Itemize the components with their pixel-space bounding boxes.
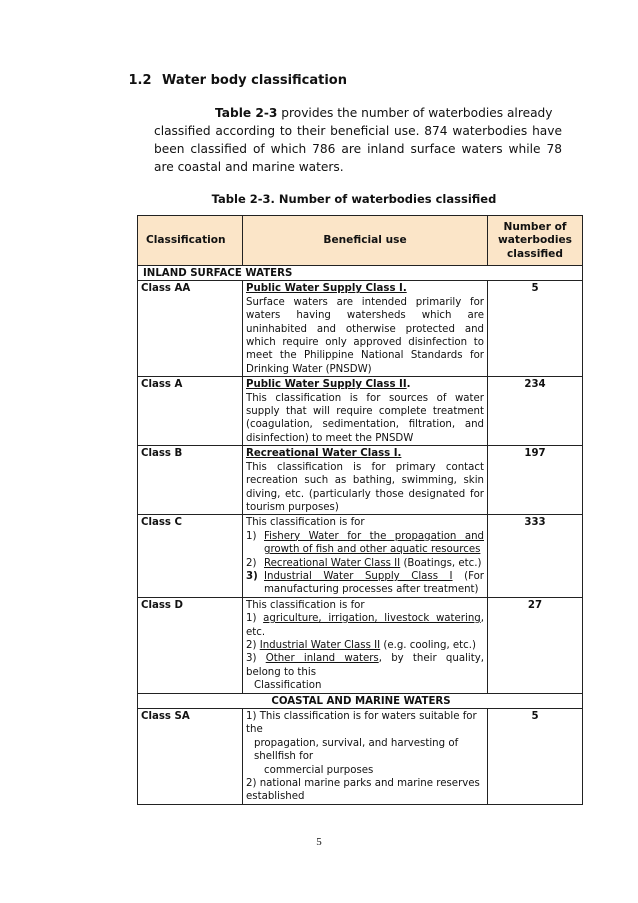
row-beneficial-use [243,597,488,693]
row-beneficial-use [243,281,488,377]
section-heading [118,73,347,88]
page-number: 5 [316,836,322,848]
table-row [138,377,583,446]
row-classification: Class SA [138,709,243,805]
use-title: Recreational Water Class I. [246,448,402,460]
use-lead: This classification is for [246,599,365,611]
waterbody-classification-table [137,215,583,805]
section-row-inland: INLAND SURFACE WATERS [138,266,583,281]
use-description: This classification is for sources of water supply that will require complete treatment (coagulation, sedimentation, filtration, and disinfection) to meet the PNSDW [246,392,484,444]
use-description: This classification is for primary contact recreation such as bathing, swimming, skin diving, etc. (particularly those designated for tourism purposes) [246,461,484,513]
row-beneficial-use [243,709,488,805]
table-row [138,515,583,597]
section-row-coastal: COASTAL AND MARINE WATERS [138,693,583,708]
list-item-tail: Classification [254,680,322,692]
table-reference: Table 2-3 [215,106,278,120]
table-row [138,709,583,805]
use-line: 2) national marine parks and marine reserves established [246,778,480,803]
list-item: 3) Other inland waters, by their quality, belong to this [246,653,484,678]
table-row [138,281,583,377]
row-classification: Class B [138,446,243,515]
intro-text-rest: classified according to their beneficial use. 874 waterbodies have been classified of which 786 are inland surface waters while 78 are coastal and marine waters. [154,124,562,174]
list-item: 1) agriculture, irrigation, livestock watering, etc. [246,613,484,638]
table-row [138,446,583,515]
header-classification: Classification [138,216,243,266]
section-title: Water body classification [162,73,347,88]
row-classification: Class D [138,597,243,693]
row-classification: Class A [138,377,243,446]
table-caption: Table 2-3. Number of waterbodies classified [211,192,497,206]
table-header-row [138,216,583,266]
row-beneficial-use [243,446,488,515]
use-description: Surface waters are intended primarily for waters having watersheds which are uninhabited and otherwise protected and which require only approved disinfection to meet the Philippine National Standards for Drinking Water (PNSDW) [246,296,484,375]
use-title: Public Water Supply Class II [246,379,407,391]
header-beneficial-use: Beneficial use [243,216,488,266]
use-line: commercial purposes [264,764,374,776]
list-item: 2) Recreational Water Class II (Boatings, etc.) [246,557,482,569]
use-lead: This classification is for [246,517,365,529]
row-beneficial-use: Public Water Supply Class II. This classification is for sources of water supply that will require complete treatment (coagulation, sedimentation, filtration, and disinfection) to meet the PNSDW [243,377,488,446]
header-number: Number of waterbodies classified [488,216,583,266]
row-classification: Class C [138,515,243,597]
intro-text-line1: provides the number of waterbodies already [277,106,553,120]
section-number: 1.2 [128,73,152,88]
list-item: 2) Industrial Water Class II (e.g. cooling, etc.) [246,639,476,651]
use-line: propagation, survival, and harvesting of shellfish for [254,737,459,763]
row-count: 27 [488,597,583,693]
row-count: 197 [488,446,583,515]
intro-paragraph [154,104,562,176]
row-count: 333 [488,515,583,597]
use-title: Public Water Supply Class I. [246,283,407,295]
row-beneficial-use [243,515,488,597]
row-count: 234 [488,377,583,446]
list-item: 3) Industrial Water Supply Class I (For manufacturing processes after treatment) [246,570,484,596]
row-classification: Class AA [138,281,243,377]
row-count: 5 [488,281,583,377]
row-count: 5 [488,709,583,805]
use-line: 1) This classification is for waters suitable for the [246,711,477,736]
list-item: 1) Fishery Water for the propagation and growth of fish and other aquatic resources [246,530,484,556]
table-row [138,597,583,693]
